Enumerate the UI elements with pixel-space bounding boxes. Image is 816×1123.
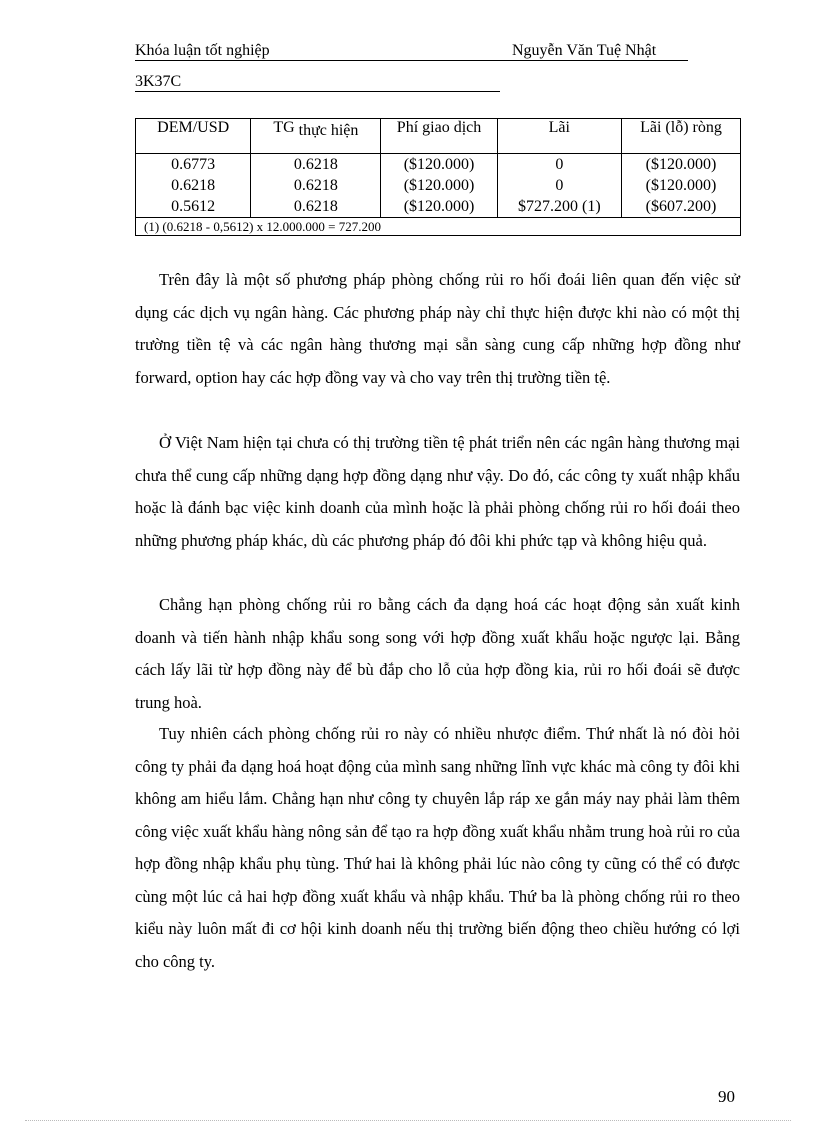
table-note-row: [136, 218, 741, 236]
col-header-profit: Lãi: [497, 119, 621, 154]
exchange-rate-table: [135, 118, 741, 236]
page-number: 90: [718, 1087, 735, 1106]
table-cell: ($120.000): [621, 154, 740, 176]
table-row: [136, 175, 741, 196]
class-code: 3K37C: [135, 73, 500, 92]
table-cell: 0: [497, 175, 621, 196]
table-cell: 0.6773: [136, 154, 251, 176]
paragraph-2: Ở Việt Nam hiện tại chưa có thị trường tiền tệ phát triển nên các ngân hàng thương mại chưa thể cung cấp những dạng hợp đồng dạng như vậy. Do đó, các công ty xuất nhập khẩu hoặc là đánh bạc việc kinh doanh của mình hoặc là phải phòng chống rủi ro hối đoái theo những phương pháp khác, dù các phương pháp đó đôi khi phức tạp và không hiệu quả.: [135, 433, 740, 550]
table-cell: 0.6218: [136, 175, 251, 196]
table-cell: 0.6218: [251, 154, 381, 176]
col-header-net: Lãi (lỗ) ròng: [621, 119, 740, 154]
table-header-row: [136, 119, 741, 154]
thesis-label: Khóa luận tốt nghiệp: [135, 42, 270, 59]
author-name: Nguyễn Văn Tuệ Nhật: [512, 42, 657, 59]
table-cell: 0.6218: [251, 175, 381, 196]
table-cell: 0: [497, 154, 621, 176]
table-cell: ($120.000): [381, 196, 497, 218]
table-row: [136, 154, 741, 176]
table-cell: ($120.000): [381, 175, 497, 196]
col-header-rate: DEM/USD: [136, 119, 251, 154]
col-header-tg: [251, 119, 381, 154]
running-header: [135, 42, 688, 61]
table-row: [136, 196, 741, 218]
paragraph-4: Tuy nhiên cách phòng chống rủi ro này có nhiều nhược điểm. Thứ nhất là nó đòi hỏi công ty phải đa dạng hoá hoạt động của mình sang những lĩnh vực khác mà công ty đôi khi không am hiểu lắm. Chẳng hạn như công ty chuyên lắp ráp xe gắn máy nay phải làm thêm công việc xuất khẩu hàng nông sản để tạo ra hợp đồng xuất khẩu nhằm trung hoà rủi ro của hợp đồng nhập khẩu phụ tùng. Thứ hai là không phải lúc nào công ty cũng có thể có được cùng một lúc cả hai hợp đồng xuất khẩu và nhập khẩu. Thứ ba là phòng chống rủi ro theo kiểu này luôn mất đi cơ hội kinh doanh nếu thị trường biến động theo chiều hướng có lợi cho công ty.: [135, 724, 740, 971]
col-header-tg-sub: thực hiện: [298, 122, 359, 139]
col-header-tg-main: TG: [273, 119, 295, 136]
paragraph-3: Chẳng hạn phòng chống rủi ro bằng cách đa dạng hoá các hoạt động sản xuất kinh doanh và tiến hành nhập khẩu song song với hợp đồng xuất khẩu hoặc ngược lại. Bằng cách lấy lãi từ hợp đồng này để bù đắp cho lỗ của hợp đồng kia, rủi ro hối đoái sẽ được trung hoà.: [135, 595, 740, 712]
footer-divider: [25, 1120, 791, 1121]
table-cell: ($120.000): [621, 175, 740, 196]
paragraph-1: Trên đây là một số phương pháp phòng chống rủi ro hối đoái liên quan đến việc sử dụng các dịch vụ ngân hàng. Các phương pháp này chỉ thực hiện được khi nào có một thị trường tiền tệ và các ngân hàng thương mại sẵn sàng cung cấp những hợp đồng như forward, option hay các hợp đồng vay và cho vay trên thị trường tiền tệ.: [135, 270, 740, 387]
table-cell: ($120.000): [381, 154, 497, 176]
table-cell: 0.6218: [251, 196, 381, 218]
table-cell: ($607.200): [621, 196, 740, 218]
table-cell: $727.200 (1): [497, 196, 621, 218]
table-cell: 0.5612: [136, 196, 251, 218]
col-header-fee: Phí giao dịch: [381, 119, 497, 154]
table-footnote: (1) (0.6218 - 0,5612) x 12.000.000 = 727.200: [136, 218, 741, 236]
